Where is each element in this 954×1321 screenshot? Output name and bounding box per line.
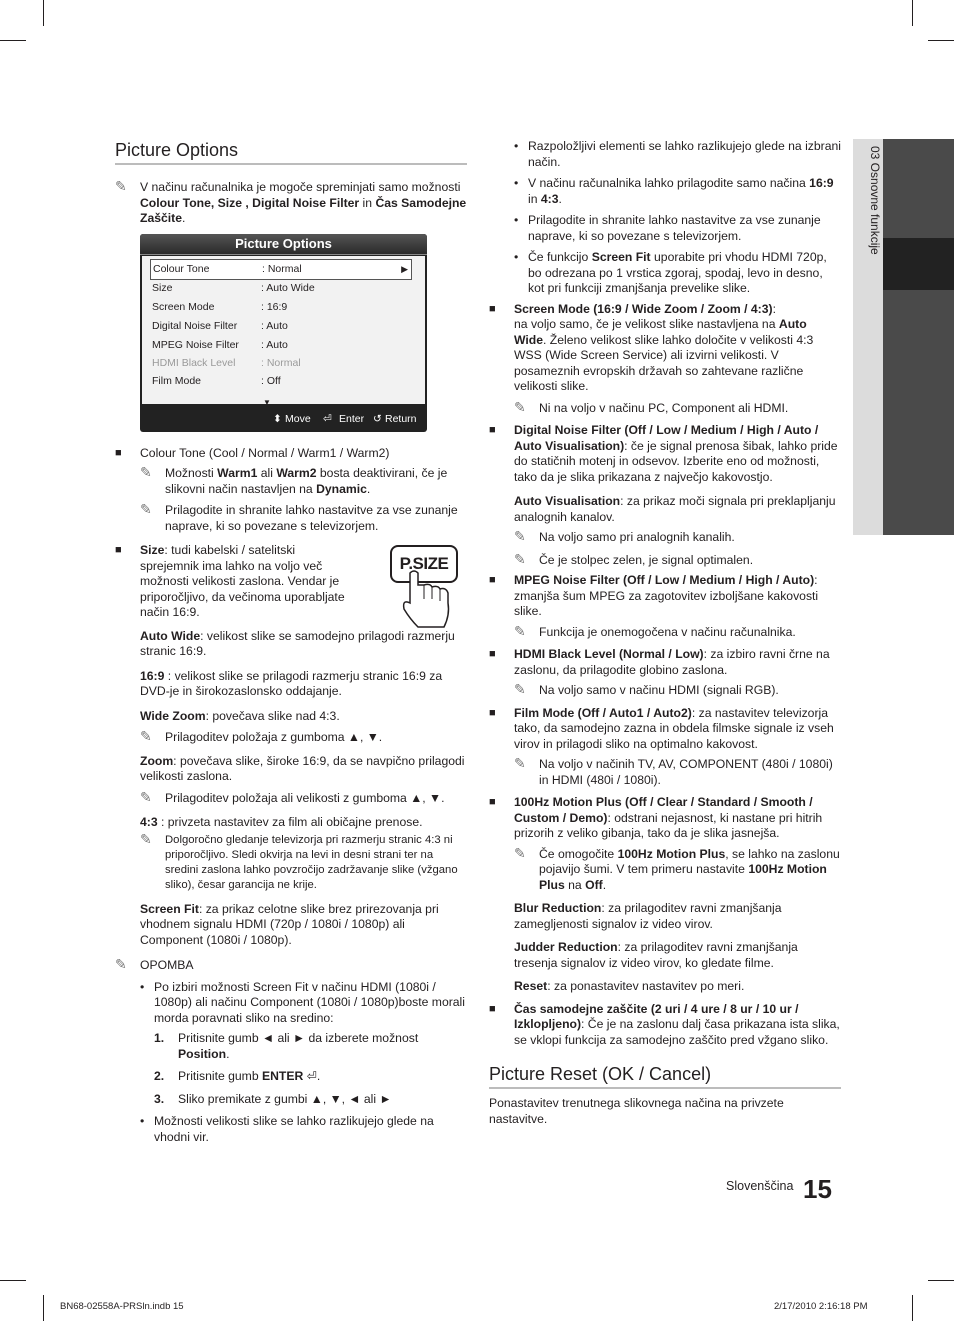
left-column: Picture Options ✎ V načinu računalnika je mogoče spreminjati samo možnosti Colour Tone, Size , Digital Noise Filter in Čas Samodejne Zaščite. Picture Options Colour Tone : Normal ▶ Size : Auto Wide Screen Mode : 16:9 Digital Noise Filter : Auto MPEG Noise Filter : Auto HDMI Black Level : Normal Film Mode : Off ▼ ⬍ Move ⏎ Enter ↺ Return ■ Colour Tone (Cool / Normal / Warm1 / Warm2) ✎ Možnosti Warm1 ali Warm2 bosta deaktivirani, če je slikovni način nastavljen na Dynamic. ✎ Prilagodite in shranite lahko nastavitve za vse zunanje naprave, ki so povezane s televizorjem. ■ Size: tudi kabelski / satelitski sprejemnik ima lahko na voljo več možnosti velikosti zaslona. Vendar je priporočljivo, da večinoma uporabljate način 16:9. Auto Wide: velikost slike se samodejno prilagodi razmerju stranic 16:9. 16:9 : velikost slike se prilagodi razmerju stranic 16:9 za DVD-je in širokozaslonsko oddajanje. Wide Zoom: povečava slike nad 4:3. ✎ Prilagoditev položaja z gumboma ▲, ▼. Zoom: povečava slike, široke 16:9, da se navpično prilagodi velikosti zaslona. ✎ Prilagoditev položaja ali velikosti z gumboma ▲, ▼. 4:3 : privzeta nastavitev za film ali običajne prenose. ✎ Dolgoročno gledanje televizorja pri razmerju stranic 4:3 ni priporočljivo. Sledi okvirja na levi in desni strani ter na sredini zaslona lahko povzročijo zadržavanje slike (vžgano sliko), česar garancija ne krije. Screen Fit: za prikaz celotne slike brez prirezovanja pri vhodnem signalu HDMI (720p / 1080i / 1080p) ali Component (1080i / 1080p). ✎ OPOMBA • Po izbiri možnosti Screen Fit v načinu HDMI (1080i / 1080p) ali načinu Component (1080i / 1080p)boste morali morda poravnati sliko na sredino: 1. Pritisnite gumb ◄ ali ► da izberete možnost Position. 2. Pritisnite gumb ENTER ⏎. 3. Sliko premikate z gumbi ▲, ▼, ◄ ali ► • Možnosti velikosti slike se lahko razlikujejo glede na vhodni vir. (115, 140, 467, 1144)
digital-noise-filter-item: ■ Digital Noise Filter (Off / Low / Medium / High / Auto / Auto Visualisation): če je signal prenosa šibak, lahko pride do statičnih motenj in odsevov. Izberite eno od možnosti, tako da je slika prikazana z največjo kakovostjo. Auto Visualisation: za prikaz moči signala pri preklapljanju analognih kanalov. ✎ Na voljo samo pri analognih kanalih. ✎ Če je stolpec zelen, je signal optimalen. (489, 423, 841, 568)
note-pencil-icon: ✎ (514, 681, 526, 697)
square-bullet-icon: ■ (489, 796, 496, 808)
psize-button: P.SIZE (390, 545, 458, 583)
square-bullet-icon: ■ (489, 424, 496, 436)
note-pencil-icon: ✎ (514, 622, 526, 639)
osd-enter-label: Enter (339, 412, 365, 425)
square-bullet-icon: ■ (489, 706, 496, 719)
note-pencil-icon: ✎ (140, 788, 152, 805)
colour-tone-note-2: ✎ Prilagodite in shranite lahko nastavitve za vse zunanje naprave, ki so povezane s televizorjem. (140, 501, 458, 533)
right-column (489, 139, 841, 1127)
hdmi-note: ✎ Na voljo samo v načinu HDMI (signali RGB). (514, 681, 779, 697)
zoom-note: ✎ Prilagoditev položaja ali velikosti z gumboma ▲, ▼. (140, 788, 445, 805)
enter-icon: ⏎ (323, 412, 332, 425)
osd-return-label: Return (385, 412, 417, 425)
colour-tone-note-1: ✎ Možnosti Warm1 ali Warm2 bosta deaktivirani, če je slikovni način nastavljen na Dynamic. (140, 464, 448, 496)
chapter-tab-label: 03 Osnovne funkcije (868, 146, 882, 255)
crop-mark (0, 40, 26, 41)
note-pencil-icon: ✎ (514, 844, 526, 861)
mpeg-note: ✎ Funkcija je onemogočena v načinu računalnika. (514, 622, 796, 639)
right-bullet-1: • Razpoložljivi elementi se lahko razlikujejo glede na izbrani način. (514, 139, 841, 169)
chapter-tab-marker (883, 238, 954, 290)
note-pencil-icon: ✎ (140, 464, 152, 480)
note-pencil-icon: ✎ (514, 528, 526, 544)
picture-options-osd-menu (140, 234, 427, 432)
right-bullet-3: • Prilagodite in shranite lahko nastavitve za vse zunanje naprave, ki so povezane s televizorjem. (514, 213, 821, 243)
page-number: 15 (803, 1174, 832, 1204)
note-pencil-icon: ✎ (115, 956, 127, 972)
footer-file-info: BN68-02558A-PRSln.indb 15 (60, 1301, 184, 1312)
film-mode-note: ✎ Na voljo v načinih TV, AV, COMPONENT (480i / 1080i) in HDMI (480i / 1080i). (514, 755, 833, 787)
mpeg-noise-filter-item: ■ MPEG Noise Filter (Off / Low / Medium / High / Auto): zmanjša šum MPEG za zagotovitev izboljšane kakovosti slike. ✎ Funkcija je onemogočena v načinu računalnika. (489, 573, 841, 640)
crop-mark (912, 0, 913, 26)
osd-row-film-mode[interactable]: Film Mode : Off (152, 374, 281, 387)
screen-mode-note: ✎ Ni na voljo v načinu PC, Component ali HDMI. (514, 398, 789, 415)
crop-mark (912, 1295, 913, 1321)
wide-zoom-note: ✎ Prilagoditev položaja z gumboma ▲, ▼. (140, 728, 383, 744)
osd-footer (140, 406, 427, 432)
auto-visualisation-note-2: ✎ Če je stolpec zelen, je signal optimalen. (514, 550, 754, 567)
osd-row-hdmi-black-level: HDMI Black Level : Normal (152, 356, 301, 369)
osd-row-mpeg-noise-filter[interactable]: MPEG Noise Filter : Auto (152, 338, 288, 351)
hand-pointer-icon (388, 543, 458, 631)
square-bullet-icon: ■ (115, 544, 122, 556)
right-bullet-2: • V načinu računalnika lahko prilagodite samo načina 16:9 in 4:3. (514, 176, 834, 206)
arrow-right-icon: ▶ (401, 263, 408, 274)
pc-mode-note: ✎ V načinu računalnika je mogoče spreminjati samo možnosti Colour Tone, Size , Digital Noise Filter in Čas Samodejne Zaščite. (115, 178, 467, 225)
crop-mark (43, 1295, 44, 1321)
crop-mark (0, 1280, 26, 1281)
section-title-picture-options: Picture Options (115, 139, 467, 165)
osd-row-size[interactable]: Size : Auto Wide (152, 281, 315, 294)
note-pencil-icon: ✎ (514, 755, 526, 771)
square-bullet-icon: ■ (489, 648, 496, 660)
film-mode-item: ■ Film Mode (Off / Auto1 / Auto2): za nastavitev televizorja tako, da samodejno zazna in obdela filmske signale iz vseh virov in prilagodi sliko na optimalno kakovost. ✎ Na voljo v načinih TV, AV, COMPONENT (480i / 1080i) in HDMI (480i / 1080i). (489, 706, 841, 789)
note-pencil-icon: ✎ (140, 501, 152, 517)
osd-body (142, 256, 425, 407)
page-language: Slovenščina (726, 1179, 794, 1193)
colour-tone-item: ■ Colour Tone (Cool / Normal / Warm1 / Warm2) (115, 445, 390, 460)
note-pencil-icon: ✎ (140, 728, 152, 744)
right-bullet-4: • Če funkcijo Screen Fit uporabite pri vhodu HDMI 720p, bo odrezana po 1 vrstica zgoraj, spodaj, levo in desno, kot pri funkciji zmanjšanja prevelike slike. (514, 250, 827, 295)
size-item: ■ Size: tudi kabelski / satelitski sprejemnik ima lahko na voljo več možnosti velikosti zaslona. Vendar je priporočljivo, da večinoma uporabljate način 16:9. (115, 543, 345, 619)
crop-mark (43, 0, 44, 26)
chapter-tab-dark (883, 139, 954, 535)
updown-icon: ⬍ (273, 412, 282, 425)
scroll-down-icon[interactable]: ▼ (263, 397, 271, 407)
square-bullet-icon: ■ (115, 446, 122, 459)
note-pencil-icon: ✎ (140, 830, 152, 847)
step-2: 2. Pritisnite gumb ENTER ⏎. (154, 1069, 321, 1083)
osd-row-screen-mode[interactable]: Screen Mode : 16:9 (152, 300, 288, 313)
auto-protection-time-item: ■ Čas samodejne zaščite (2 uri / 4 ure / 8 ur / 10 ur / Izklopljeno): Če je na zaslonu dalj časa prikazana ista slika, se vklopi funkcija za samodejno zaščito pred vžgano sliko. (489, 1001, 840, 1047)
square-bullet-icon: ■ (489, 1002, 496, 1015)
square-bullet-icon: ■ (489, 574, 496, 586)
opomba-bullet-2: • Možnosti velikosti slike se lahko razlikujejo glede na vhodni vir. (140, 1114, 434, 1144)
crop-mark (928, 40, 954, 41)
screen-mode-item: ■ Screen Mode (16:9 / Wide Zoom / Zoom / 4:3): na voljo samo, če je velikost slike nastavljena na Auto Wide. Želeno velikost slike lahko določite v velikosti 4:3 WSS (Wide Screen Service) ali izvirni velikosti. V posameznih evropskih državah so zahtevane različne velikosti slike. ✎ Ni na voljo v načinu PC, Component ali HDMI. (489, 302, 841, 417)
step-1: 1. Pritisnite gumb ◄ ali ► da izberete možnost Position. (154, 1031, 419, 1061)
note-pencil-icon: ✎ (514, 398, 526, 415)
crop-mark (928, 1280, 954, 1281)
hdmi-black-level-item: ■ HDMI Black Level (Normal / Low): za izbiro ravni črne na zaslonu, da prilagodite globino zaslona. ✎ Na voljo samo v načinu HDMI (signali RGB). (489, 647, 841, 699)
step-3: 3. Sliko premikate z gumbi ▲, ▼, ◄ ali ► (154, 1091, 392, 1106)
enter-icon: ⏎ (303, 1069, 317, 1083)
opomba-note: ✎ OPOMBA (115, 956, 194, 972)
return-icon: ↺ (373, 412, 382, 425)
osd-title: Picture Options (140, 234, 427, 255)
footer-timestamp: 2/17/2010 2:16:18 PM (774, 1301, 868, 1312)
note-pencil-icon: ✎ (514, 550, 526, 567)
osd-row-digital-noise-filter[interactable]: Digital Noise Filter : Auto (152, 319, 288, 332)
motion-plus-item: ■ 100Hz Motion Plus (Off / Clear / Standard / Smooth / Custom / Demo): odstrani nejasnost, ki nastane pri hitrih prizorih z veliko gibanja, tako da je slika jasnejša. ✎ Če omogočite 100Hz Motion Plus, se lahko na zaslonu pojavijo šumi. V tem primeru nastavite 100Hz Motion Plus na Off. Blur Reduction: za prilagoditev ravni zmanjšanja zamegljenosti signalov iz video virov. Judder Reduction: za prilagoditev ravni zmanjšanja tresenja signalov iz video virov, ko gledate filme. Reset: za ponastavitev nastavitev po meri. (489, 795, 840, 993)
note-pencil-icon: ✎ (115, 178, 127, 194)
motion-plus-note: ✎ Če omogočite 100Hz Motion Plus, se lahko na zaslonu pojavijo šumi. V tem primeru nastavite 100Hz Motion Plus na Off. (514, 844, 840, 892)
ratio-43-note: ✎ Dolgoročno gledanje televizorja pri razmerju stranic 4:3 ni priporočljivo. Sledi okvirja na levi in desni strani ter na sredini zaslona lahko povzročijo zadržavanje slike (vžgano sliko), česar garancija ne krije. (140, 830, 458, 891)
opomba-bullet-1: • Po izbiri možnosti Screen Fit v načinu HDMI (1080i / 1080p) ali načinu Component (1080i / 1080p)boste morali morda poravnati sliko na sredino: 1. Pritisnite gumb ◄ ali ► da izberete možnost Position. 2. Pritisnite gumb ENTER ⏎. 3. Sliko premikate z gumbi ▲, ▼, ◄ ali ► (140, 980, 467, 1108)
psize-button-illustration (388, 543, 458, 631)
auto-visualisation-note-1: ✎ Na voljo samo pri analognih kanalih. (514, 528, 735, 544)
section-title-picture-reset: Picture Reset (OK / Cancel) (489, 1063, 841, 1089)
square-bullet-icon: ■ (489, 302, 496, 315)
osd-move-label: Move (285, 412, 311, 425)
osd-row-colour-tone[interactable]: Colour Tone : Normal ▶ (150, 259, 412, 280)
picture-reset-text: Ponastavitev trenutnega slikovnega načina na privzete nastavitve. (489, 1096, 784, 1126)
